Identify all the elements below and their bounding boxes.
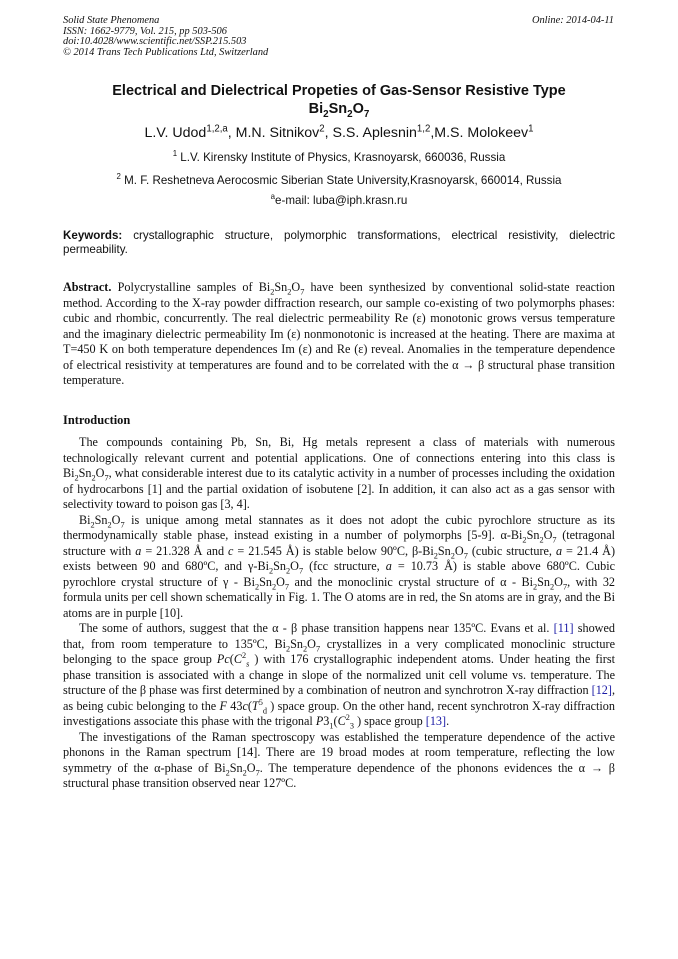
email-text: e-mail: luba@iph.krasn.ru [275,194,408,207]
affiliation [63,174,615,188]
formula-element-bi: Bi [308,101,324,117]
section-heading-introduction: Introduction [63,413,131,427]
formula-subscript: 7 [363,108,370,120]
journal-info [63,16,268,58]
paper-title-line: Electrical and Dielectrical Propeties of Gas-Sensor Resistive Type [112,83,566,99]
formula-subscript: 2 [323,108,329,120]
paper-title [63,82,615,118]
journal-name: Solid State Phenomena [63,15,160,26]
online-date: Online: 2014-04-11 [531,15,614,26]
citation-link[interactable]: [11] [553,621,574,635]
abstract: Abstract. Polycrystalline samples of $Bi_2Sn_2O_7$ have been synthesized by conventional solid-state reaction method. According to the X-ray powder diffraction research, our sample co-existing of two polymorphs phases: cubic and rhombic, concurrently. The real dielectric permeability Re (ε) monotonic grows versus temperature and the imaginary dielectric permeability Im (ε) nonmonotonic is increased at the heating. There are maxima at T=450 K on both temperature dependences Im (ε) and Re (ε) reveal. Anomalies in the temperature dependence of electrical resistivity at temperatures are found and to be correlated with the α → β structural phase transition temperature. [63,280,616,387]
author-affil-mark: 2 [319,123,325,135]
affiliation-mark: 2 [116,172,121,182]
corresponding-email [63,194,615,208]
paragraph: $Bi_2Sn_2O_7$ is unique among metal stannates as it does not adopt the cubic pyrochlore structure as its thermodynamically stable phase, instead existing in a number of polymorphs [5-9]. $\alpha-Bi_2Sn_2O_7$ (tetragonal structure with a = 21.328 Å and c = 21.545 Å) is stable below 90ºC, $\beta-Bi_2Sn_2O_7$ (cubic structure, a = 21.4 Å) exists between 90 and 680ºC, and $\gamma-Bi_2Sn_2O_7$ (fcc structure, a = 10.73 Å) is stable above 680ºC. Cubic pyrochlore crystal structure of γ - $Bi_2Sn_2O_7$ and the monoclinic crystal structure of α - $Bi_2Sn_2O_7$, with 32 formula units per cell shown schematically in Fig. 1. The O atoms are in red, the Sn atoms are in gray, and the Bi atoms are in purple [10]. [63,512,616,620]
author-affil-mark: 1 [528,123,534,135]
formula-subscript: 2 [347,108,353,120]
formula-element-o: O [352,101,364,117]
paper-title-formula [63,100,615,118]
affiliation-text: M. F. Reshetneva Aerocosmic Siberian State University,Krasnoyarsk, 660014, Russia [120,174,562,187]
keywords-label: Keywords: [63,229,123,242]
author-separator: , [227,125,236,141]
email-mark: a [270,192,276,202]
body-text [63,435,615,792]
citation-link[interactable]: [12] [591,683,612,697]
author-name: M.S. Molokeev [434,125,529,141]
author-name: S.S. Aplesnin [332,125,417,141]
journal-copyright: © 2014 Trans Tech Publications Ltd, Switzerland [63,46,269,58]
affiliation [63,151,615,165]
abstract-label: Abstract. [63,280,112,294]
affiliation-text: L.V. Kirensky Institute of Physics, Krasnoyarsk, 660036, Russia [177,151,506,164]
paragraph: The investigations of the Raman spectroscopy was established the temperature dependence of the active phonons in the Raman spectrum [14]. There are 19 broad modes at room temperature, reflecting the low symmetry of the α-phase of $Bi_2Sn_2O_7$. The temperature dependence of the phonons evidences the α → β structural phase transition observed near 127ºC. [63,729,615,790]
paragraph: The some of authors, suggest that the α - β phase transition happens near 135ºC. Evans et al. [11] showed that, from room temperature to 135ºC, $Bi_2Sn_2O_7$ crystallizes in a very complicated monoclinic structure belonging to the space group $Pc(C^2_s$ ) with 176 crystallographic independent atoms. Under heating the first phase transition is associated with a change in slope of the normalized unit cell volume vs. temperature. The structure of the β phase was first determined by a combination of neutron and synchrotron X-ray diffraction [12], as being cubic belonging to the F $43c(T^5_d$ ) space group. On the other hand, recent synchrotron X-ray diffraction investigations associate this phase with the trigonal $P3_1(C^2_3$ ) space group [13]. [63,621,615,731]
keywords-text: crystallographic structure, polymorphic transformations, electrical resistivity, dielectric permeability. [63,229,615,256]
author-affil-mark: 1,2,a [206,123,228,135]
citation-link[interactable]: [13] [425,714,447,728]
keywords [63,229,615,257]
author-list [63,125,615,142]
author-separator: , [324,125,333,141]
author-name: M.N. Sitnikov [235,125,320,141]
journal-doi: doi:10.4028/www.scientific.net/SSP.215.503 [63,36,247,48]
author-name: L.V. Udod [144,125,207,141]
formula-element-sn: Sn [328,101,348,117]
paragraph: The compounds containing Pb, Sn, Bi, Hg metals represent a class of materials with numerous technologically relevant current and potential applications. One of connections entering into this class is $Bi_2Sn_2O_7$, what considerable interest due to its catalytic activity in a number of processes including the oxidation of hydrocarbons [1] and the partial oxidation of isobutene [2]. In addition, it can also act as a gas sensor with selectivity toward to poison gas [3, 4]. [63,435,615,511]
journal-issn: ISSN: 1662-9779, Vol. 215, pp 503-506 [63,25,227,37]
author-separator: , [430,125,435,141]
affiliation-mark: 1 [172,149,178,159]
author-affil-mark: 1,2 [416,123,431,135]
